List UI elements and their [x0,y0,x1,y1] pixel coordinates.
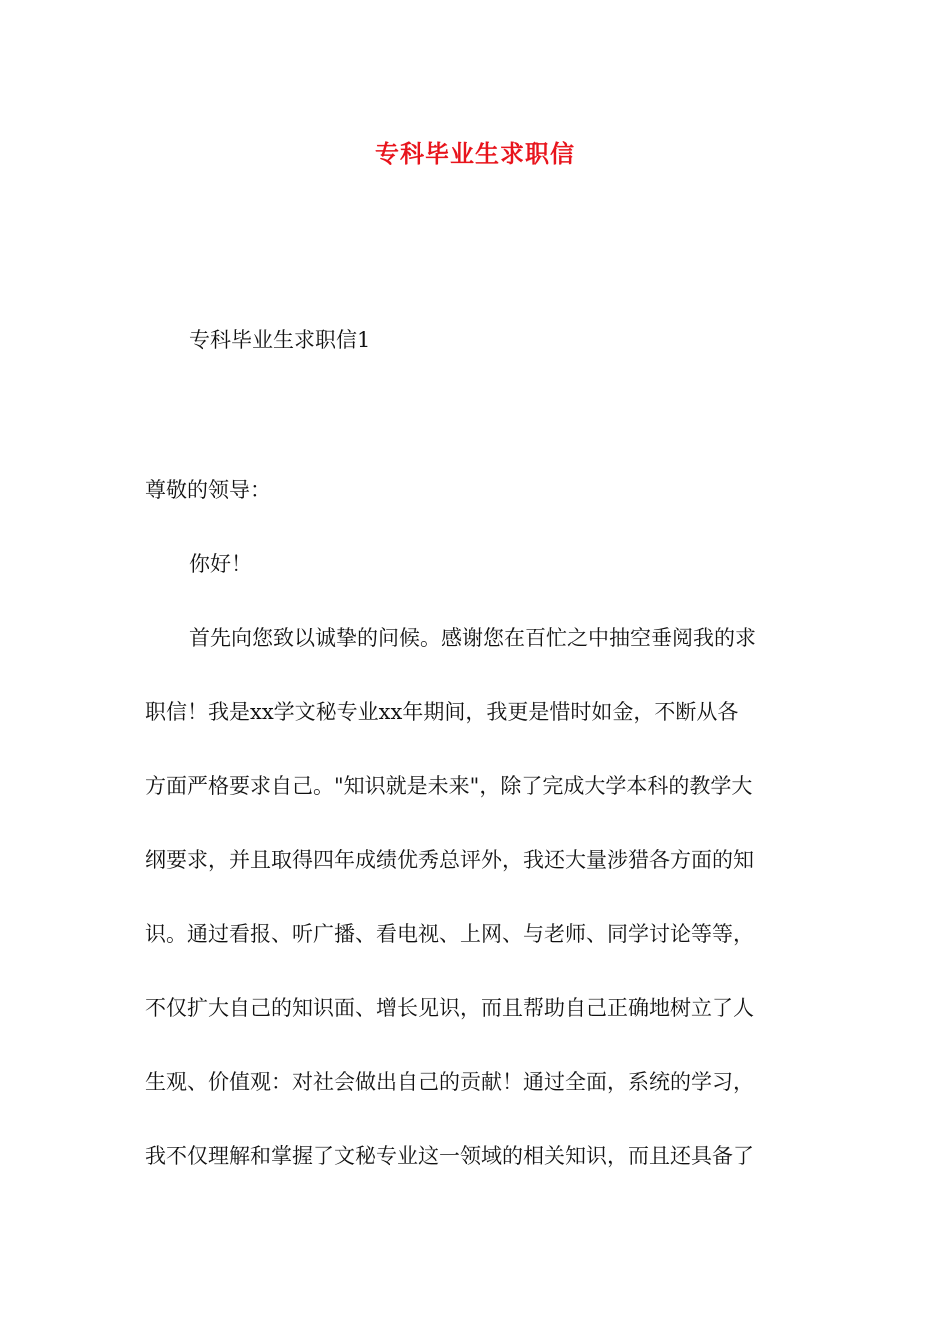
body-line: 我不仅理解和掌握了文秘专业这一领域的相关知识，而且还具备了 [145,1144,754,1168]
letter-subtitle: 专科毕业生求职信1 [189,328,371,352]
body-line: 识。通过看报、听广播、看电视、上网、与老师、同学讨论等等， [145,922,754,946]
body-line: 方面严格要求自己。"知识就是未来"，除了完成大学本科的教学大 [145,774,753,798]
letter-greeting: 你好！ [189,552,252,576]
body-line: 职信！我是xx学文秘专业xx年期间，我更是惜时如金，不断从各 [145,700,739,724]
document-title: 专科毕业生求职信 [375,140,575,168]
body-line: 不仅扩大自己的知识面、增长见识，而且帮助自己正确地树立了人 [145,996,754,1020]
letter-body [145,624,810,1216]
body-line: 首先向您致以诚挚的问候。感谢您在百忙之中抽空垂阅我的求 [189,626,756,650]
letter-salutation: 尊敬的领导： [145,478,271,502]
body-line: 生观、价值观：对社会做出自己的贡献！通过全面，系统的学习， [145,1070,754,1094]
body-line: 纲要求，并且取得四年成绩优秀总评外，我还大量涉猎各方面的知 [145,848,754,872]
